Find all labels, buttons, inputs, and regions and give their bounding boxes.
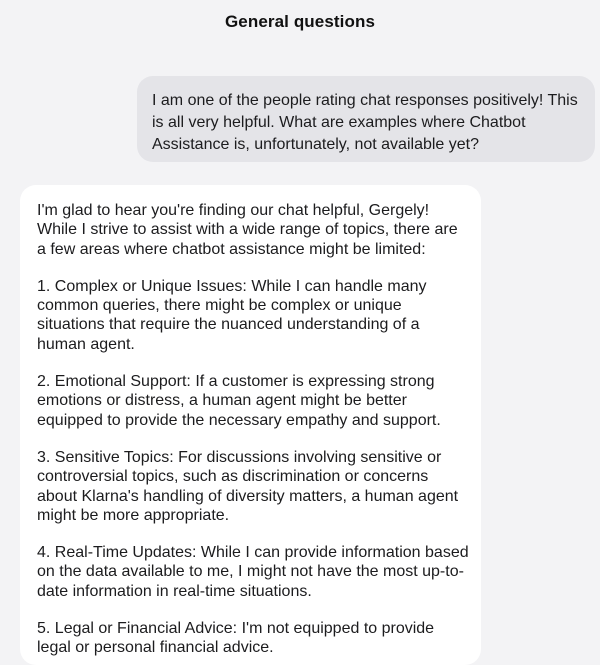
user-message-bubble xyxy=(137,76,595,162)
assistant-list-item: 4. Real-Time Updates: While I can provide information based on the data available to me, I might not have the most up-to-date information in real-time situations. xyxy=(37,544,469,600)
assistant-list-item: 3. Sensitive Topics: For discussions involving sensitive or controversial topics, such as discrimination or concerns about Klarna's handling of diversity matters, a human agent might be more appropriate. xyxy=(37,448,459,524)
user-message-text: I am one of the people rating chat responses positively! This is all very helpful. What are examples where Chatbot Assistance is, unfortunately, not available yet? xyxy=(152,92,578,153)
assistant-message-intro: I'm glad to hear you're finding our chat helpful, Gergely! While I strive to assist with a wide range of topics, there are a few areas where chatbot assistance might be limited: xyxy=(37,202,458,258)
page-title: General questions xyxy=(224,12,376,31)
assistant-list-item: 1. Complex or Unique Issues: While I can handle many common queries, there might be complex or unique situations that require the nuanced understanding of a human agent. xyxy=(37,277,427,353)
chat-header xyxy=(0,0,600,44)
assistant-list-item: 2. Emotional Support: If a customer is expressing strong emotions or distress, a human agent might be better equipped to provide the necessary empathy and support. xyxy=(37,373,441,429)
assistant-message-bubble xyxy=(20,185,481,665)
assistant-list-item: 5. Legal or Financial Advice: I'm not equipped to provide legal or personal financial advice. xyxy=(37,620,435,657)
chat-scroll-area[interactable] xyxy=(596,44,600,650)
